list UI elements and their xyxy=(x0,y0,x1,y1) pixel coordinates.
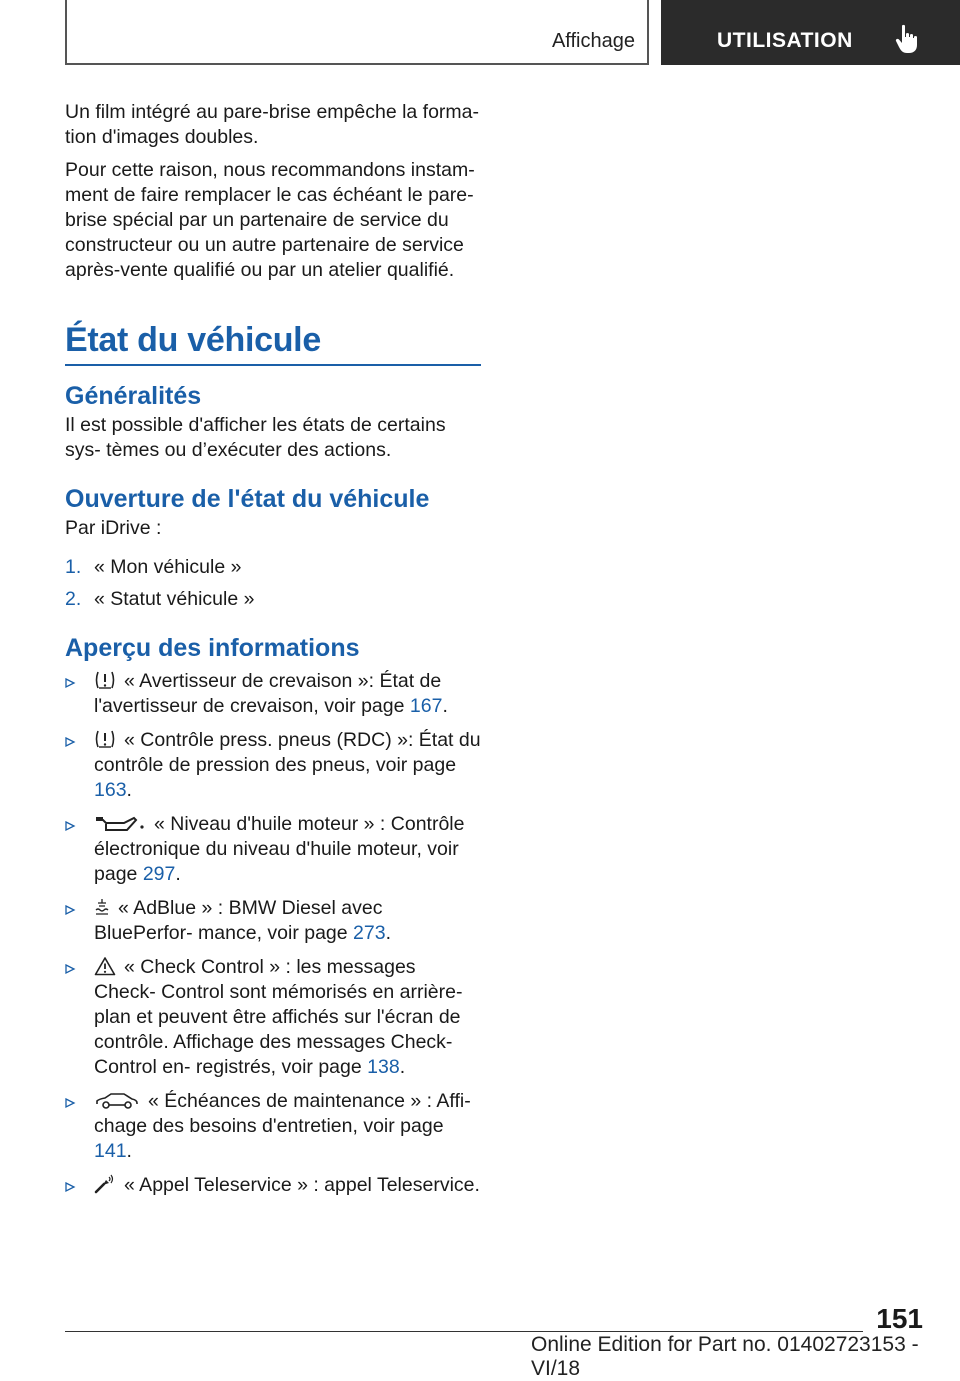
triangle-bullet-icon xyxy=(65,964,75,974)
tire-warning-icon xyxy=(94,670,116,690)
generalites-heading: Généralités xyxy=(65,382,202,410)
item-text: « Avertisseur de crevaison »: État de l'avertisseur de crevaison, voir page xyxy=(94,670,442,717)
page-link[interactable]: 138 xyxy=(367,1056,400,1078)
item-text: « Appel Teleservice » : appel Teleservice. xyxy=(124,1174,480,1196)
generalites-text: Il est possible d'afficher les états de certains sys- tèmes ou d’exécuter des actions. xyxy=(65,414,446,461)
page-link[interactable]: 167 xyxy=(409,695,443,717)
list-item xyxy=(65,955,481,1080)
triangle-bullet-icon xyxy=(65,1098,75,1108)
triangle-bullet-icon xyxy=(65,737,75,747)
step-number: 2. xyxy=(65,588,82,610)
intro-paragraph-1: Un film intégré au pare-brise empêche la forma- tion d'images doubles. xyxy=(65,101,480,148)
list-item xyxy=(65,555,481,580)
apercu-list xyxy=(65,669,481,1198)
triangle-bullet-icon xyxy=(65,1182,75,1192)
pointing-hand-icon xyxy=(895,24,921,54)
item-punctuation: . xyxy=(126,1140,132,1162)
list-item xyxy=(65,1173,481,1198)
header-chapter-tab[interactable] xyxy=(661,0,960,65)
list-item xyxy=(65,1089,481,1164)
teleservice-icon xyxy=(94,1174,116,1194)
list-item xyxy=(65,587,481,612)
item-text: « Contrôle press. pneus (RDC) »: État du contrôle de pression des pneus, voir page xyxy=(94,729,481,776)
content-column xyxy=(65,100,481,1207)
list-item xyxy=(65,812,481,887)
ouverture-steps xyxy=(65,555,481,612)
step-text: « Mon véhicule » xyxy=(94,556,242,578)
footer-rule xyxy=(65,1331,863,1332)
step-number: 1. xyxy=(65,556,82,578)
item-text: « Niveau d'huile moteur » : Contrôle électronique du niveau d'huile moteur, voir page xyxy=(94,813,465,885)
list-item xyxy=(65,896,481,946)
car-service-icon xyxy=(94,1092,140,1110)
item-punctuation: . xyxy=(126,779,132,801)
section-heading: État du véhicule xyxy=(65,321,481,366)
item-text: « AdBlue » : BMW Diesel avec BluePerfor- mance, voir page xyxy=(94,897,383,944)
apercu-heading: Aperçu des informations xyxy=(65,634,360,662)
page-number: 151 xyxy=(876,1303,923,1334)
page-link[interactable]: 163 xyxy=(94,779,127,801)
list-item xyxy=(65,669,481,719)
page-link[interactable]: 141 xyxy=(94,1140,127,1162)
item-punctuation: . xyxy=(385,922,392,944)
warning-triangle-icon xyxy=(94,956,116,976)
step-text: « Statut véhicule » xyxy=(94,588,255,610)
triangle-bullet-icon xyxy=(65,905,75,915)
page-link[interactable]: 273 xyxy=(353,922,386,944)
tire-pressure-icon xyxy=(94,729,116,749)
adblue-icon xyxy=(94,897,110,917)
intro-paragraph-2: Pour cette raison, nous recommandons instam- ment de faire remplacer le cas échéant le pare- brise spécial par un partenaire de service du constructeur ou un autre partenaire de service après-vente qualifié ou par un atelier qualifié. xyxy=(65,159,475,281)
item-text: « Échéances de maintenance » : Affi- chage des besoins d'entretien, voir page xyxy=(94,1090,471,1137)
footer-edition: Online Edition for Part no. 01402723153 - VI/18 xyxy=(531,1333,919,1380)
page-link[interactable]: 297 xyxy=(142,863,176,885)
item-text: « Check Control » : les messages Check- Control sont mémorisés en arrière-plan et peuvent être affichés sur l'écran de contrôle. Affichage des messages Check-Control en- registrés, voir page xyxy=(94,956,463,1078)
section-title: Affichage xyxy=(551,30,635,52)
oil-can-icon xyxy=(94,815,146,833)
item-punctuation: . xyxy=(442,695,448,717)
ouverture-heading: Ouverture de l'état du véhicule xyxy=(65,485,430,513)
ouverture-intro: Par iDrive : xyxy=(65,517,162,539)
list-item xyxy=(65,728,481,803)
item-punctuation: . xyxy=(175,863,181,885)
triangle-bullet-icon xyxy=(65,678,75,688)
header-section-box xyxy=(65,0,649,65)
item-punctuation: . xyxy=(399,1056,406,1078)
chapter-title: UTILISATION xyxy=(717,29,853,52)
triangle-bullet-icon xyxy=(65,821,75,831)
